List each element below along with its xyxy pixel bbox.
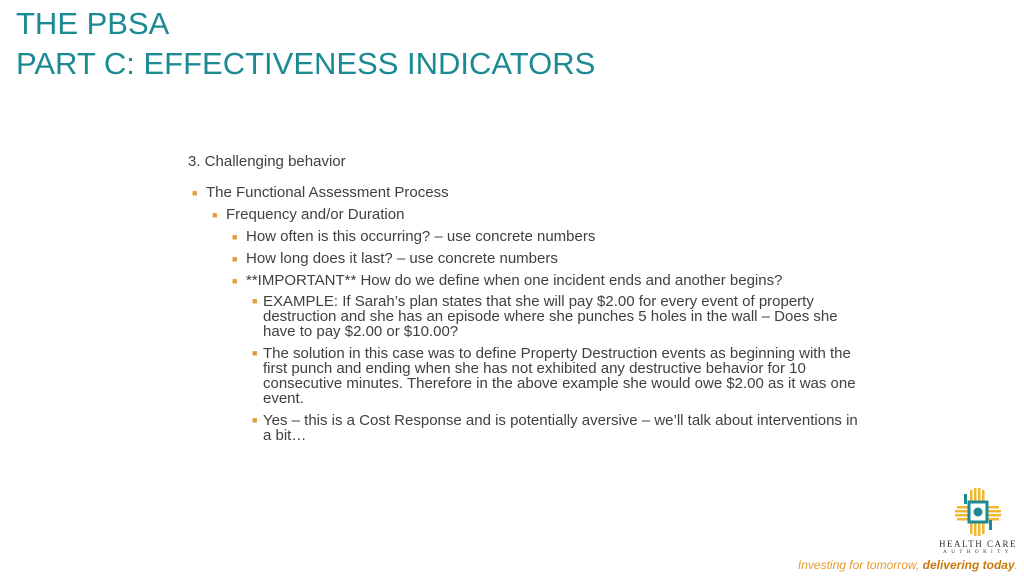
bullet-text: The Functional Assessment Process xyxy=(206,184,449,201)
tagline-part-1: Investing for tomorrow, xyxy=(797,558,920,572)
square-bullet-icon: ■ xyxy=(232,254,238,264)
title-line-2: PART C: EFFECTIVENESS INDICATORS xyxy=(16,46,596,81)
bullet-text: Yes – this is a Cost Response and is potentially aversive – we’ll talk about interventions in a bit… xyxy=(263,412,858,444)
tagline-part-2: delivering today xyxy=(922,558,1015,572)
bullet-item xyxy=(188,346,868,406)
footer-tagline xyxy=(798,558,1018,572)
bullet-text: The solution in this case was to define Property Destruction events as beginning with the first punch and ending when she has not exhibited any destructive behavior for 10 consecutive minutes. Therefore in the above example she would owe $2.00 as it was one event. xyxy=(263,345,856,407)
logo-text-line-2: AUTHORITY xyxy=(943,550,1013,555)
title-line-1: THE PBSA xyxy=(16,6,170,41)
bullet-item xyxy=(188,226,868,248)
square-bullet-icon: ■ xyxy=(212,210,218,220)
bullet-item xyxy=(188,182,868,204)
logo-text-line-1: HEALTH CARE xyxy=(939,539,1017,549)
health-care-authority-logo xyxy=(932,488,1024,560)
bullet-text: How long does it last? – use concrete numbers xyxy=(246,250,558,267)
section-heading: 3. Challenging behavior xyxy=(188,153,346,170)
square-bullet-icon: ■ xyxy=(252,415,258,425)
slide-title xyxy=(16,4,595,84)
bullet-text: Frequency and/or Duration xyxy=(226,206,405,223)
bullet-text: EXAMPLE: If Sarah’s plan states that she will pay $2.00 for every event of property destruction and she has an episode where she punches 5 holes in the wall – Does she have to pay $2.00 or $10.00? xyxy=(263,293,838,340)
square-bullet-icon: ■ xyxy=(192,188,198,198)
bullet-text: **IMPORTANT** How do we define when one incident ends and another begins? xyxy=(246,272,783,289)
bullet-item xyxy=(188,413,868,443)
bullet-item xyxy=(188,204,868,226)
square-bullet-icon: ■ xyxy=(252,348,258,358)
tagline-end: . xyxy=(1014,558,1018,572)
bullet-text: How often is this occurring? – use concrete numbers xyxy=(246,228,596,245)
square-bullet-icon: ■ xyxy=(232,232,238,242)
square-bullet-icon: ■ xyxy=(252,296,258,306)
slide-content xyxy=(188,152,868,443)
square-bullet-icon: ■ xyxy=(232,276,238,286)
bullet-item xyxy=(188,294,868,339)
zia-sun-icon xyxy=(932,488,1024,538)
bullet-item xyxy=(188,248,868,270)
bullet-item xyxy=(188,270,868,292)
